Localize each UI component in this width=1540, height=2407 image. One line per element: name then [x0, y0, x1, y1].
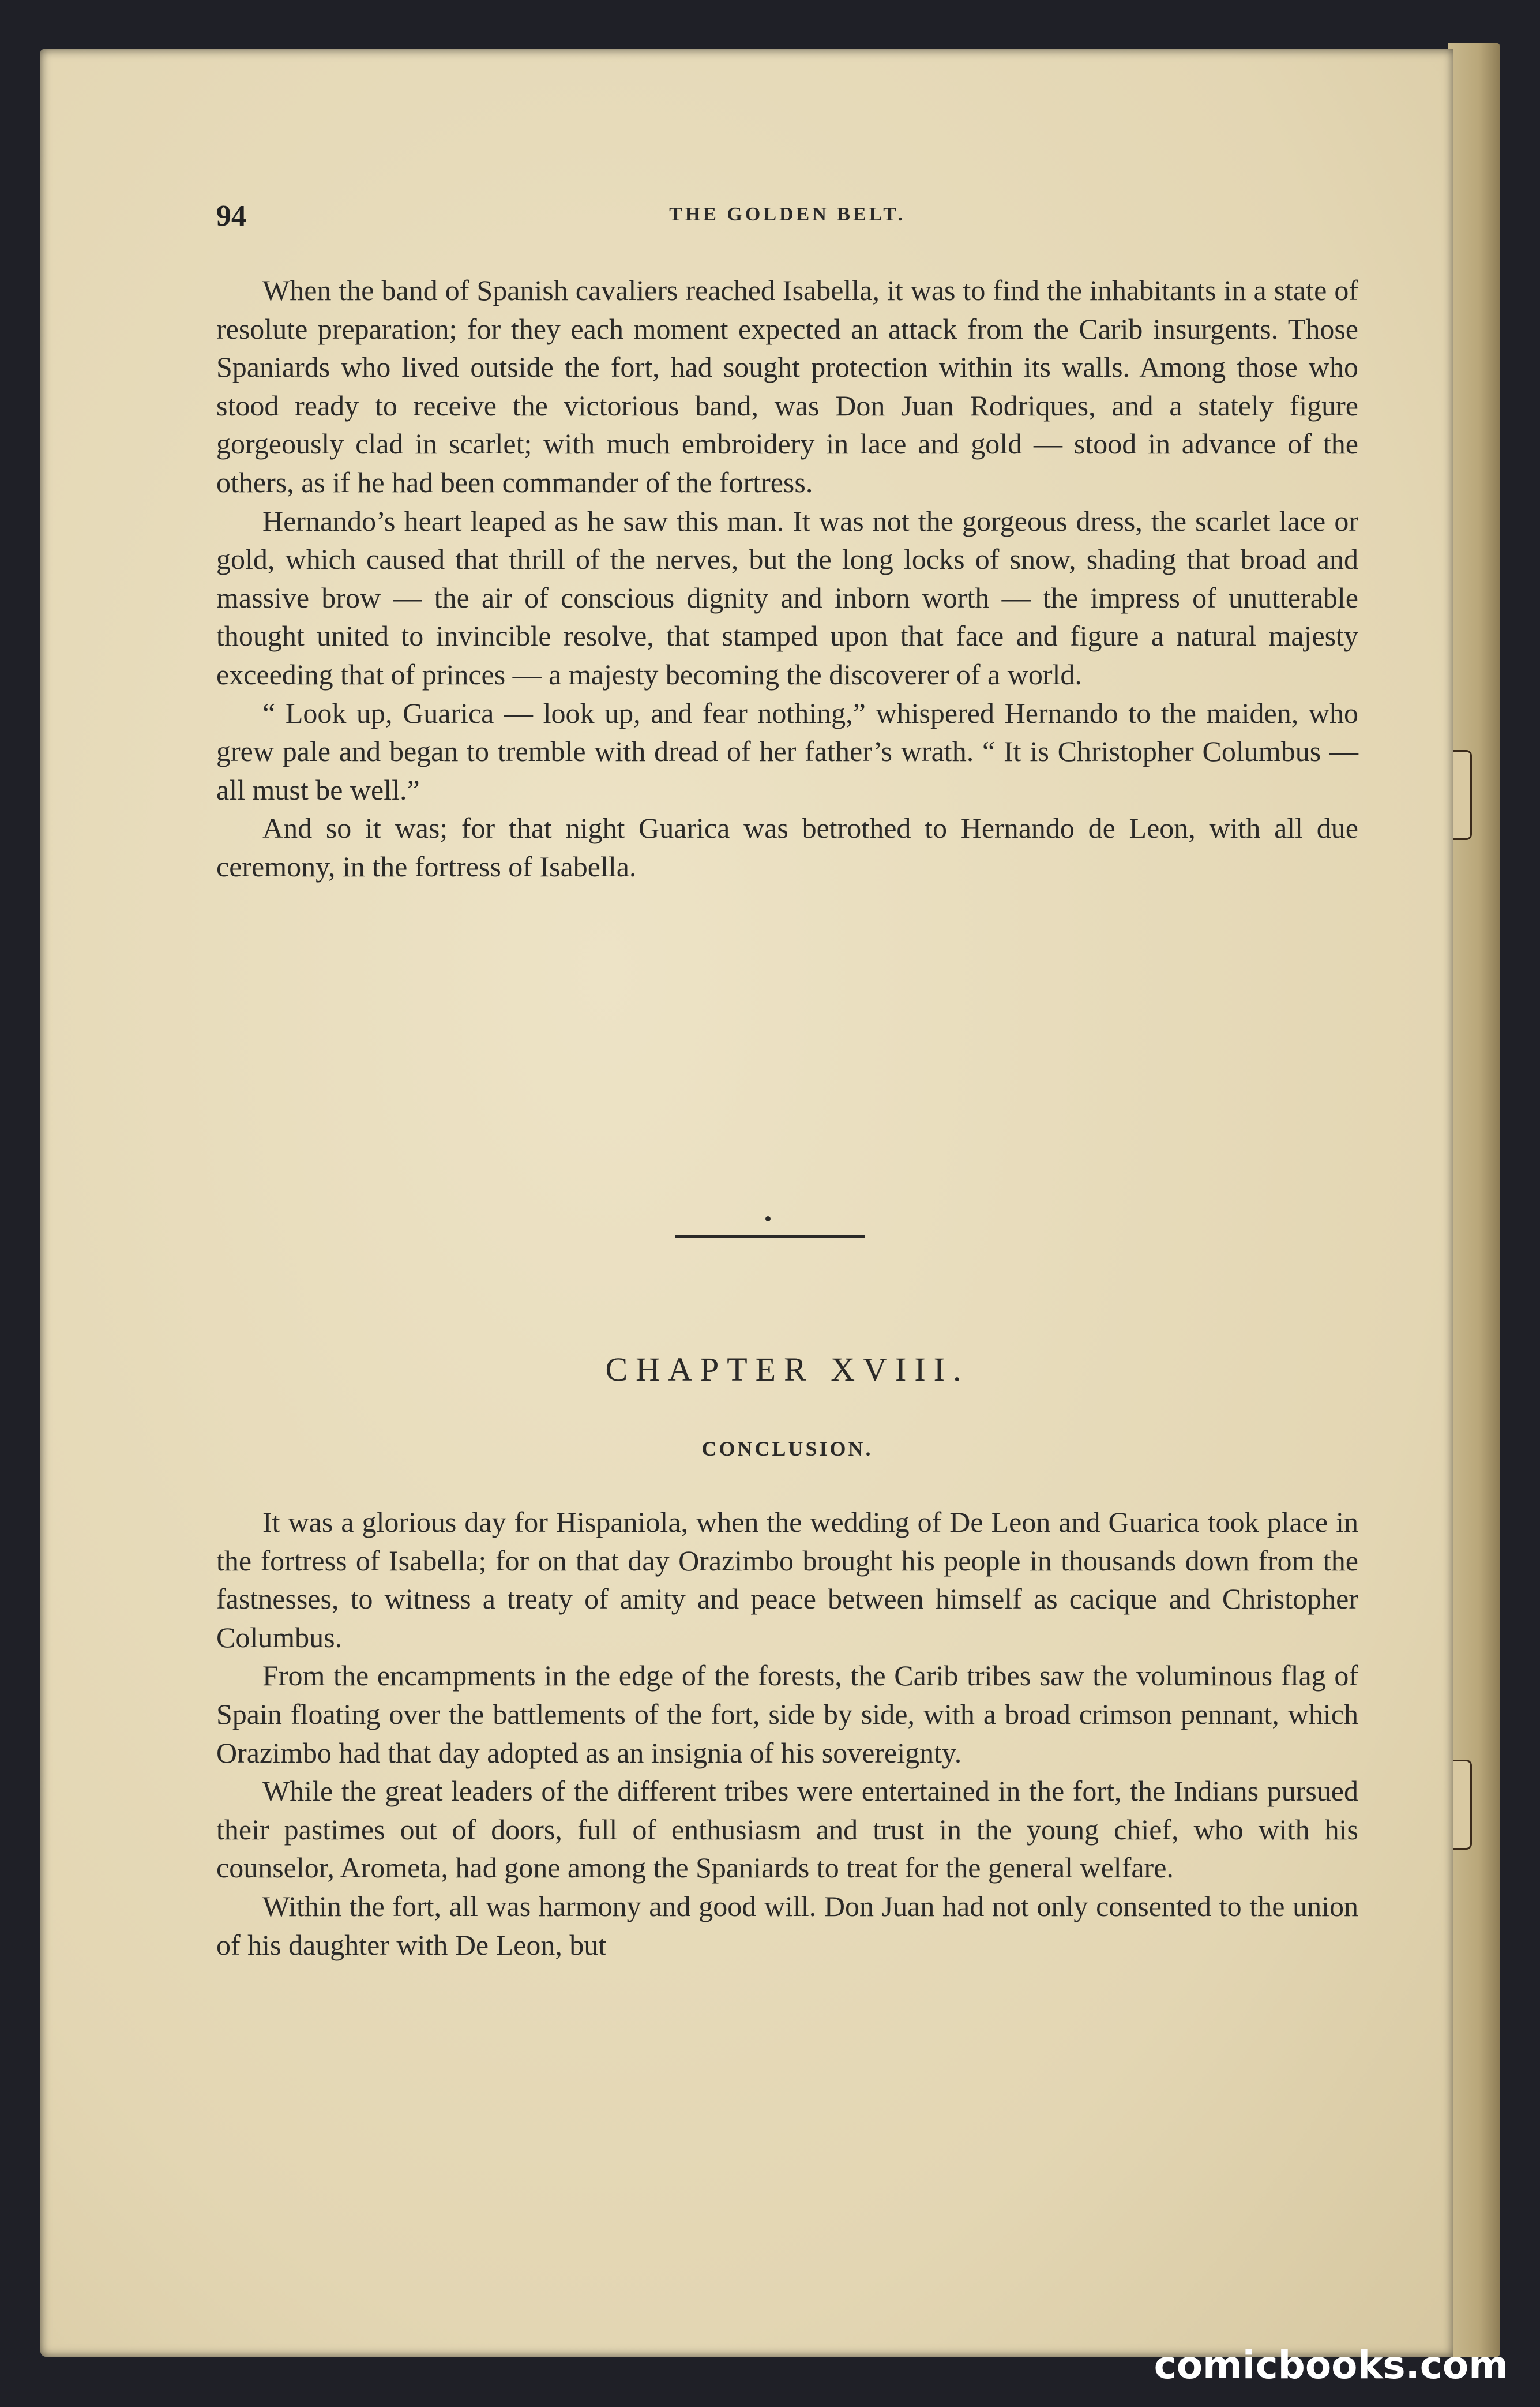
- paragraph: Within the fort, all was harmony and good will. Don Juan had not only consented to the union of his daughter with De Leon, but: [216, 1889, 1358, 1961]
- site-watermark: comicbooks.com: [1154, 2343, 1508, 2387]
- page-number: 94: [216, 200, 246, 233]
- paragraph: It was a glorious day for Hispaniola, when the wedding of De Leon and Guarica took place in the fortress of Isabella; for on that day Orazimbo brought his people in thousands down from the fastnesses, to witness a treaty of amity and peace between himself as cacique and Christopher Columbus.: [216, 1506, 1358, 1654]
- running-header: [216, 199, 1358, 234]
- ornament-dot: [765, 1216, 771, 1221]
- paragraph: While the great leaders of the different tribes were entertained in the fort, the Indians pursued their pastimes out of doors, full of enthusiasm and trust in the young chief, who with his counselor, Arometa, had gone among the Spaniards to treat for the general welfare.: [216, 1775, 1358, 1884]
- section-divider: [675, 1235, 865, 1238]
- paragraph: “ Look up, Guarica — look up, and fear nothing,” whispered Hernando to the maiden, who grew pale and began to tremble with dread of her father’s wrath. “ It is Christopher Columbus — all must be well.”: [216, 696, 1358, 806]
- chapter-subtitle: CONCLUSION.: [701, 1437, 873, 1460]
- text-before-chapter: [216, 271, 1358, 886]
- paragraph: And so it was; for that night Guarica was betrothed to Hernando de Leon, with all due ceremony, in the fortress of Isabella.: [216, 812, 1358, 883]
- paragraph: When the band of Spanish cavaliers reached Isabella, it was to find the inhabitants in a state of resolute preparation; for they each moment expected an attack from the Carib insurgents. Those Spaniards who lived outside the fort, had sought protection within its walls. Among those who stood ready to receive the victorious band, was Don Juan Rodriques, and a stately figure gorgeously clad in scarlet; with much embroidery in lace and gold — stood in advance of the others, as if he had been commander of the fortress.: [216, 274, 1358, 498]
- book-fore-edge: [1448, 43, 1500, 2357]
- running-title: THE GOLDEN BELT.: [669, 204, 906, 225]
- chapter-heading: CHAPTER XVIII.: [605, 1351, 970, 1388]
- text-after-chapter: [216, 1503, 1358, 1964]
- paragraph: Hernando’s heart leaped as he saw this man. It was not the gorgeous dress, the scarlet lace or gold, which caused that thrill of the nerves, but the long locks of snow, shading that broad and massive brow — the air of conscious dignity and inborn worth — the impress of unutterable thought united to invincible resolve, that stamped upon that face and figure a natural majesty exceeding that of princes — a majesty becoming the discoverer of a world.: [216, 504, 1358, 691]
- paragraph: From the encampments in the edge of the forests, the Carib tribes saw the voluminous flag of Spain floating over the battlements of the fort, side by side, with a broad crimson pennant, which Orazimbo had that day adopted as an insignia of his sovereignty.: [216, 1659, 1358, 1769]
